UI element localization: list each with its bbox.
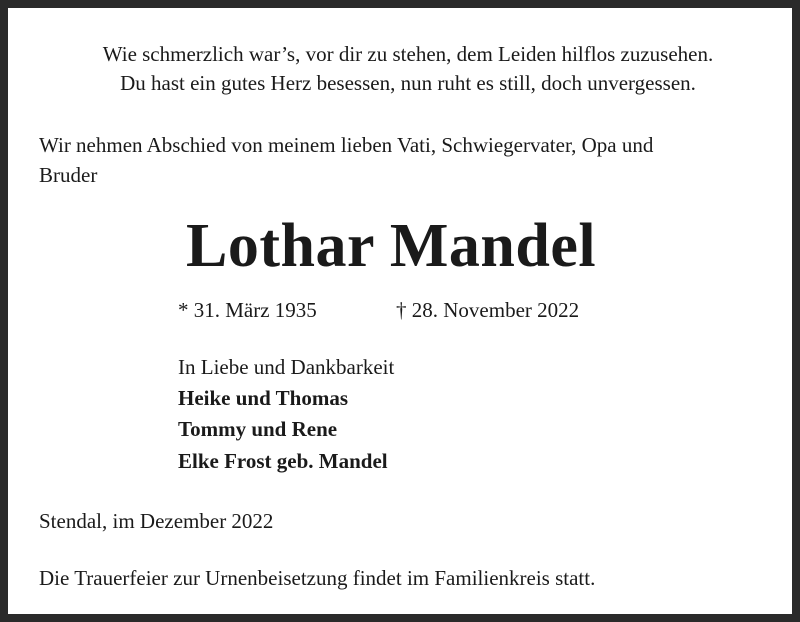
place-date: Stendal, im Dezember 2022 [39, 509, 274, 533]
birth-date: * 31. März 1935 [178, 298, 317, 322]
death-date: † 28. November 2022 [396, 298, 580, 322]
mourner-name: Elke Frost geb. Mandel [178, 449, 388, 473]
mourners-intro: In Liebe und Dankbarkeit [178, 355, 395, 379]
deceased-name: Lothar Mandel [186, 212, 597, 280]
mourner-name: Heike und Thomas [178, 386, 348, 410]
verse-line-1: Wie schmerzlich war’s, vor dir zu stehen, dem Leiden hilflos zuzusehen. [102, 42, 714, 66]
mourner-name: Tommy und Rene [178, 417, 338, 441]
funeral-notice: Die Trauerfeier zur Urnenbeisetzung findet im Familienkreis statt. [39, 566, 596, 590]
farewell-line-2: Bruder [39, 163, 98, 187]
farewell-line-1: Wir nehmen Abschied von meinem lieben Vati, Schwiegervater, Opa und [39, 133, 654, 157]
verse-line-2: Du hast ein gutes Herz besessen, nun ruht es still, doch unvergessen. [120, 71, 696, 95]
